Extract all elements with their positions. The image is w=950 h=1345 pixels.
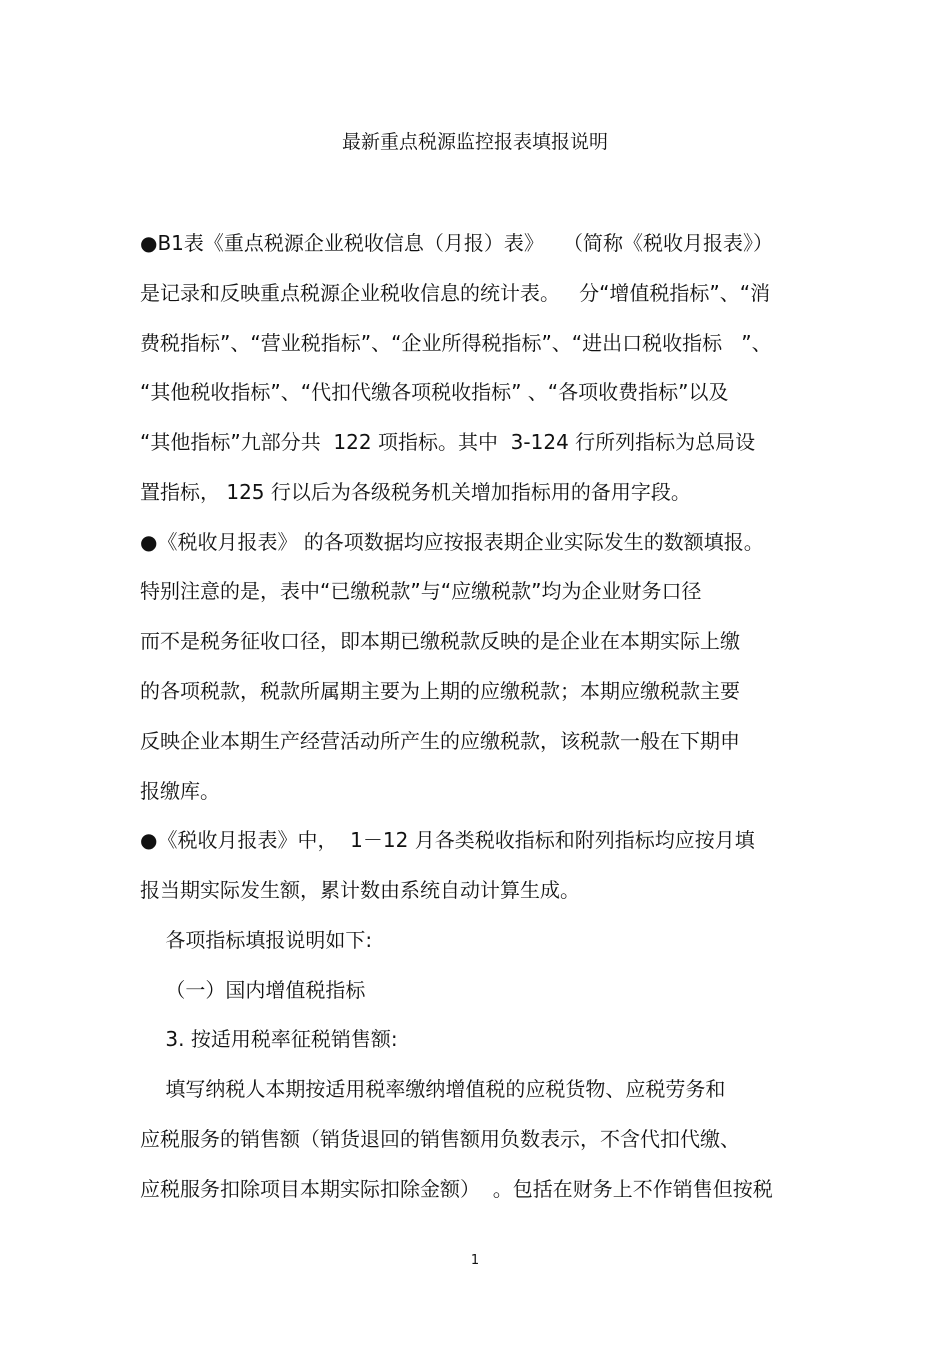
text-line: （一）国内增值税指标 [140, 978, 366, 1002]
text-line: ●B1表《重点税源企业税收信息（月报）表》 （简称《税收月报表》） [140, 231, 773, 255]
text-line: 特别注意的是，表中“已缴税款”与“应缴税款”均为企业财务口径 [140, 579, 702, 603]
text-line: 各项指标填报说明如下: [140, 928, 373, 952]
text-line: 反映企业本期生产经营活动所产生的应缴税款，该税款一般在下期申 [140, 729, 740, 753]
page-number: 1 [470, 1253, 480, 1268]
text-line: 是记录和反映重点税源企业税收信息的统计表。 分“增值税指标”、“消 [140, 281, 771, 305]
text-line: 报当期实际发生额，累计数由系统自动计算生成。 [140, 878, 580, 902]
text-line: 而不是税务征收口径，即本期已缴税款反映的是企业在本期实际上缴 [140, 629, 740, 653]
text-line: “其他税收指标”、“代扣代缴各项税收指标” 、“各项收费指标”以及 [140, 380, 729, 404]
text-line: 置指标， 125 行以后为各级税务机关增加指标用的备用字段。 [140, 480, 691, 504]
text-line: ●《税收月报表》 的各项数据均应按报表期企业实际发生的数额填报。 [140, 530, 764, 554]
text-line: 报缴库。 [140, 779, 220, 803]
text-line: “其他指标”九部分共 122 项指标。其中 3-124 行所列指标为总局设 [140, 430, 756, 454]
document-title: 最新重点税源监控报表填报说明 [341, 131, 608, 153]
text-line: 的各项税款，税款所属期主要为上期的应缴税款；本期应缴税款主要 [140, 679, 740, 703]
text-line: 填写纳税人本期按适用税率缴纳增值税的应税货物、应税劳务和 [140, 1077, 726, 1101]
text-line: ●《税收月报表》中， 1－12 月各类税收指标和附列指标均应按月填 [140, 828, 755, 852]
text-line: 应税服务扣除项目本期实际扣除金额） 。包括在财务上不作销售但按税 [140, 1177, 773, 1201]
text-line: 应税服务的销售额（销货退回的销售额用负数表示，不含代扣代缴、 [140, 1127, 740, 1151]
text-line: 3. 按适用税率征税销售额: [140, 1027, 398, 1051]
text-line: 费税指标”、“营业税指标”、“企业所得税指标”、“进出口税收指标 ”、 [140, 331, 772, 355]
